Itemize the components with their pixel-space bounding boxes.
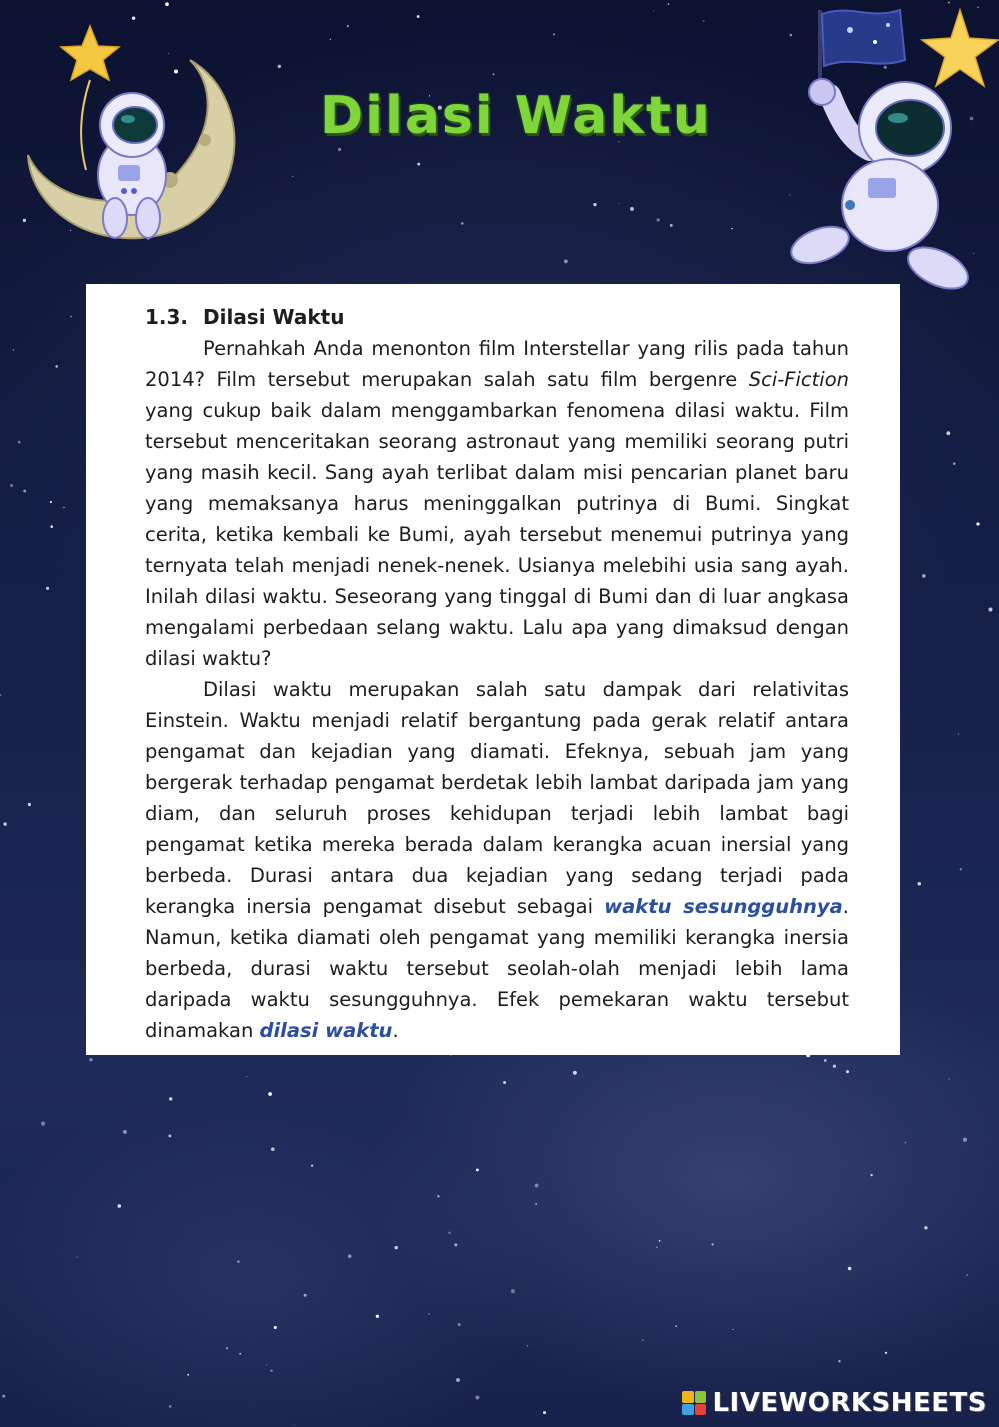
star-dot xyxy=(348,1255,351,1258)
star-dot xyxy=(618,203,619,204)
term-waktu-sesungguhnya: waktu sesungguhnya xyxy=(604,895,843,918)
star-dot xyxy=(237,1260,240,1263)
star-dot xyxy=(703,20,704,21)
star-dot xyxy=(848,1267,852,1271)
star-dot xyxy=(278,65,281,68)
star-dot xyxy=(527,1345,528,1346)
star-dot xyxy=(41,1122,45,1126)
paragraph2-text-b: . Namun, ketika diamati oleh pengamat yang memiliki kerangka inersia berbeda, durasi waktu tersebut seolah-olah menjadi lebih lama daripada waktu sesungguhnya. Efek pemekaran waktu tersebut dinamakan xyxy=(145,895,849,1042)
paragraph2-text-c: . xyxy=(392,1019,399,1042)
star-dot xyxy=(270,1369,272,1371)
star-dot xyxy=(13,349,14,350)
star-dot xyxy=(573,1071,577,1075)
star-dot xyxy=(292,176,293,177)
star-dot xyxy=(668,3,670,5)
star-dot xyxy=(417,15,420,18)
star-dot xyxy=(338,148,341,151)
star-dot xyxy=(376,1315,379,1318)
paragraph1-term-scifi: Sci-Fiction xyxy=(748,368,849,391)
star-dot xyxy=(535,1184,539,1188)
star-dot xyxy=(246,1076,247,1077)
star-dot xyxy=(311,1165,313,1167)
star-dot xyxy=(922,574,926,578)
star-balloon-icon xyxy=(61,26,119,80)
paragraph2-text-a: Dilasi waktu merupakan salah satu dampak dari relativitas Einstein. Waktu menjadi relatif bergantung pada gerak relatif antara pengamat dan kejadian yang diamati. Efeknya, sebuah jam yang bergerak terhadap pengamat berdetak lebih lambat daripada jam yang diam, dan seluruh proses kehidupan terjadi lebih lambat bagi pengamat ketika mereka berada dalam kerangka acuan inersial yang berbeda. Durasi antara dua kejadian yang sedang terjadi pada kerangka inersia pengamat disebut sebagai xyxy=(145,678,849,918)
star-dot xyxy=(18,441,21,444)
star-dot xyxy=(630,207,634,211)
page-title: Dilasi Waktu xyxy=(320,86,712,146)
star-dot xyxy=(2,1395,5,1398)
star-dot xyxy=(63,507,65,509)
star-dot xyxy=(711,1243,713,1245)
liveworksheets-logo-icon xyxy=(682,1391,706,1415)
section-number: 1.3. xyxy=(145,305,189,329)
star-dot xyxy=(659,1240,661,1242)
star-dot xyxy=(958,734,959,735)
star-dot xyxy=(732,1329,733,1330)
star-dot xyxy=(476,1168,479,1171)
star-dot xyxy=(274,1326,277,1329)
star-dot xyxy=(960,868,962,870)
star-dot xyxy=(417,163,420,166)
star-dot xyxy=(905,1142,906,1143)
star-icon xyxy=(922,10,998,86)
star-dot xyxy=(226,1347,228,1349)
star-dot xyxy=(50,501,52,503)
star-dot xyxy=(731,228,732,229)
star-dot xyxy=(294,1424,295,1425)
star-dot xyxy=(3,822,6,825)
star-dot xyxy=(976,522,979,525)
star-dot xyxy=(0,694,1,696)
star-dot xyxy=(428,1313,430,1315)
star-dot xyxy=(458,1323,461,1326)
star-dot xyxy=(535,1203,537,1205)
star-dot xyxy=(330,39,331,40)
star-dot xyxy=(642,1339,643,1340)
star-dot xyxy=(918,882,922,886)
star-dot xyxy=(395,1246,398,1249)
star-dot xyxy=(169,1097,172,1100)
star-dot xyxy=(456,1378,460,1382)
astronaut-with-flag-icon xyxy=(760,0,999,300)
star-dot xyxy=(670,224,673,227)
star-dot xyxy=(656,1246,658,1248)
star-dot xyxy=(564,260,568,264)
astronaut-on-moon-icon xyxy=(20,20,250,250)
star-dot xyxy=(10,484,13,487)
star-dot xyxy=(23,490,26,493)
star-dot xyxy=(493,73,495,75)
star-dot xyxy=(70,316,71,317)
star-dot xyxy=(169,1405,171,1407)
star-dot xyxy=(268,1092,272,1096)
star-dot xyxy=(168,1134,171,1137)
star-dot xyxy=(266,1364,267,1365)
star-dot xyxy=(593,203,596,206)
star-dot xyxy=(271,1147,275,1151)
star-dot xyxy=(461,222,464,225)
star-dot xyxy=(187,1374,189,1376)
star-dot xyxy=(123,1130,127,1134)
section-heading-text: Dilasi Waktu xyxy=(203,305,345,329)
star-dot xyxy=(824,1059,827,1062)
star-dot xyxy=(454,1243,457,1246)
star-dot xyxy=(924,1226,927,1229)
star-dot xyxy=(833,1065,836,1068)
star-dot xyxy=(988,607,992,611)
star-dot xyxy=(46,587,49,590)
star-dot xyxy=(475,1396,479,1400)
star-dot xyxy=(55,365,58,368)
star-dot xyxy=(657,218,660,221)
star-dot xyxy=(846,1070,849,1073)
star-dot xyxy=(76,1257,77,1258)
section-heading xyxy=(145,302,849,332)
paragraph1-text-b: yang cukup baik dalam menggambarkan fenomena dilasi waktu. Film tersebut menceritakan seorang astronaut yang memiliki seorang putri yang masih kecil. Sang ayah terlibat dalam misi pencarian planet baru yang memaksanya harus meninggalkan putrinya di Bumi. Singkat cerita, ketika kembali ke Bumi, ayah tersebut menemui putrinya yang ternyata telah menjadi nenek-nenek. Usianya melebihi usia sang ayah. Inilah dilasi waktu. Seseorang yang tinggal di Bumi dan di luar angkasa mengalami perbedaan selang waktu. Lalu apa yang dimaksud dengan dilasi waktu? xyxy=(145,399,849,670)
star-dot xyxy=(511,1289,515,1293)
star-dot xyxy=(239,1353,241,1355)
star-dot xyxy=(653,10,654,11)
star-dot xyxy=(838,1360,840,1362)
paragraph-interstellar xyxy=(145,333,849,674)
star-dot xyxy=(89,1058,92,1061)
star-dot xyxy=(347,25,349,27)
star-dot xyxy=(543,1411,546,1414)
star-dot xyxy=(553,33,555,35)
star-dot xyxy=(675,1325,677,1327)
star-dot xyxy=(963,1138,967,1142)
term-dilasi-waktu: dilasi waktu xyxy=(259,1019,393,1042)
star-dot xyxy=(953,463,955,465)
star-dot xyxy=(165,2,169,6)
content-card xyxy=(86,284,900,1055)
paragraph1-text-a: Pernahkah Anda menonton film Interstellar yang rilis pada tahun 2014? Film tersebut merupakan salah satu film bergenre xyxy=(145,337,849,391)
star-dot xyxy=(870,1174,872,1176)
star-dot xyxy=(304,1294,307,1297)
star-dot xyxy=(118,1204,122,1208)
star-dot xyxy=(946,431,950,435)
star-dot xyxy=(50,525,53,528)
star-dot xyxy=(885,1352,887,1354)
paragraph-definition xyxy=(145,674,849,1046)
star-dot xyxy=(949,1078,950,1079)
star-dot xyxy=(503,1081,506,1084)
liveworksheets-watermark xyxy=(682,1388,987,1418)
watermark-text: LIVEWORKSHEETS xyxy=(712,1388,987,1418)
star-dot xyxy=(28,803,31,806)
star-dot xyxy=(448,1232,450,1234)
star-dot xyxy=(437,1195,439,1197)
star-dot xyxy=(966,1274,968,1276)
